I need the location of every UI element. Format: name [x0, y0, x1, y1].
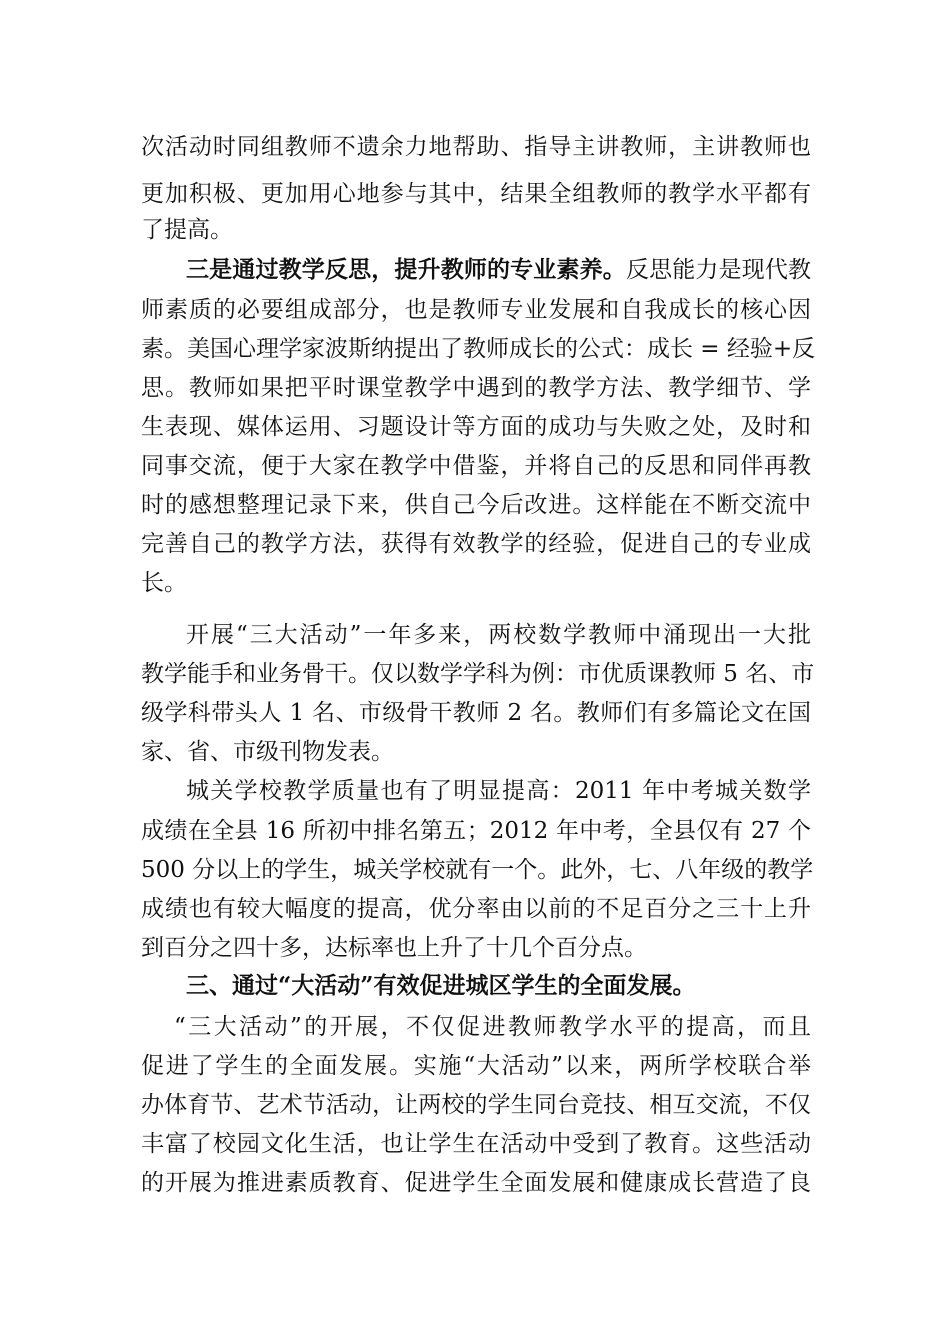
text-line: 成绩在全县 16 所初中排名第五；2012 年中考，全县仅有 27 个 — [141, 818, 811, 844]
text-line: 到百分之四十多，达标率也上升了十几个百分点。 — [141, 935, 647, 961]
text-line: 级学科带头人 1 名、市级骨干教师 2 名。教师们有多篇论文在国 — [141, 700, 811, 726]
text-line: 同事交流，便于大家在教学中借鉴，并将自己的反思和同伴再教 — [141, 453, 811, 479]
text-line: “三大活动”的开展，不仅促进教师教学水平的提高，而且 — [174, 1014, 811, 1040]
text-line: 的开展为推进素质教育、促进学生全面发展和健康成长营造了良 — [141, 1170, 811, 1196]
text-line: 了提高。 — [141, 217, 233, 243]
text-line: 思。教师如果把平时课堂教学中遇到的教学方法、教学细节、学 — [141, 375, 811, 401]
section-heading: 三、通过“大活动”有效促进城区学生的全面发展。 — [186, 972, 696, 999]
text-line: 促进了学生的全面发展。实施“大活动”以来，两所学校联合举 — [141, 1053, 811, 1079]
text-line: 教学能手和业务骨干。仅以数学学科为例：市优质课教师 5 名、市 — [141, 661, 815, 687]
text-line: 城关学校教学质量也有了明显提高：2011 年中考城关数学 — [186, 778, 811, 804]
text-line: 家、省、市级刊物发表。 — [141, 739, 394, 765]
text-line: 生表现、媒体运用、习题设计等方面的成功与失败之处，及时和 — [141, 414, 811, 440]
text-line: 500 分以上的学生，城关学校就有一个。此外，七、八年级的教学 — [141, 857, 814, 883]
text-line: 成绩也有较大幅度的提高，优分率由以前的不足百分之三十上升 — [141, 896, 811, 922]
text-line: 素。美国心理学家波斯纳提出了教师成长的公式：成长 = 经验+反 — [141, 336, 816, 362]
text-line: 开展“三大活动”一年多来，两校数学教师中涌现出一大批 — [186, 622, 811, 648]
text-line: 长。 — [141, 570, 187, 596]
text-line: 办体育节、艺术节活动，让两校的学生同台竞技、相互交流，不仅 — [141, 1092, 811, 1118]
text-line: 完善自己的教学方法，获得有效教学的经验，促进自己的专业成 — [141, 531, 811, 557]
paragraph-first-line — [186, 250, 811, 290]
text-line: 次活动时同组教师不遗余力地帮助、指导主讲教师，主讲教师也 — [141, 134, 811, 160]
paragraph-lead-heading: 三是通过教学反思，提升教师的专业素养。 — [186, 256, 626, 283]
text-line: 师素质的必要组成部分，也是教师专业发展和自我成长的核心因 — [141, 297, 811, 323]
text-line: 丰富了校园文化生活，也让学生在活动中受到了教育。这些活动 — [141, 1131, 811, 1157]
text-line: 更加积极、更加用心地参与其中，结果全组教师的教学水平都有 — [141, 181, 811, 207]
text-line: 时的感想整理记录下来，供自己今后改进。这样能在不断交流中 — [141, 492, 811, 518]
paragraph-lead-text: 反思能力是现代教 — [625, 257, 812, 283]
